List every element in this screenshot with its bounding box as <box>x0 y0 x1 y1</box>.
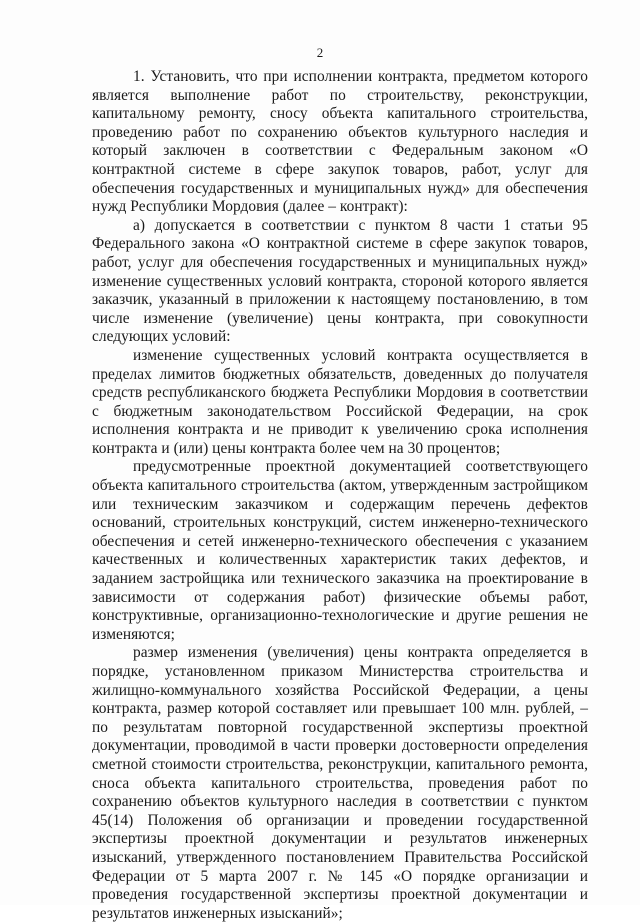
document-body <box>92 68 588 923</box>
paragraph-condition-limits: изменение существенных условий контракта осуществляется в пределах лимитов бюджетных обязательств, доведенных до получателя средств республиканского бюджета Республики Мордовия в соответствии с бюджетным законодательством Российской Федерации, на срок исполнения контракта и не приводит к увеличению срока исполнения контракта и (или) цены контракта более чем на 30 процентов; <box>92 346 588 457</box>
paragraph-subclause-a: а) допускается в соответствии с пунктом 8 части 1 статьи 95 Федерального закона «О контрактной системе в сфере закупок товаров, работ, услуг для обеспечения государственных и муниципальных нужд» изменение существенных условий контракта, стороной которого является заказчик, указанный в приложении к настоящему постановлению, в том числе изменение (увеличение) цены контракта, при совокупности следующих условий: <box>92 216 588 346</box>
page-number: 2 <box>316 45 324 60</box>
paragraph-clause-1: 1. Установить, что при исполнении контракта, предметом которого является выполнение работ по строительству, реконструкции, капитальному ремонту, сносу объекта капитального строительства, проведению работ по сохранению объектов культурного наследия и который заключен в соответствии с Федеральным законом «О контрактной системе в сфере закупок товаров, работ, услуг для обеспечения государственных и муниципальных нужд» для обеспечения нужд Республики Мордовия (далее – контракт): <box>92 68 588 216</box>
paragraph-condition-design: предусмотренные проектной документацией соответствующего объекта капитального строительства (актом, утвержденным застройщиком или техническим заказчиком и содержащим перечень дефектов оснований, строительных конструкций, систем инженерно-технического обеспечения и сетей инженерно-технического обеспечения с указанием качественных и количественных характеристик таких дефектов, и заданием застройщика или технического заказчика на проектирование в зависимости от содержания работ) физические объемы работ, конструктивные, организационно-технологические и другие решения не изменяются; <box>92 458 588 643</box>
paragraph-condition-price: размер изменения (увеличения) цены контракта определяется в порядке, установленном приказом Министерства строительства и жилищно-коммунального хозяйства Российской Федерации, а цены контракта, размер которой составляет или превышает 100 млн. рублей, – по результатам повторной государственной экспертизы проектной документации, проводимой в части проверки достоверности определения сметной стоимости строительства, реконструкции, капитального ремонта, сноса объекта капитального строительства, проведения работ по сохранению объектов культурного наследия в соответствии с пунктом 45(14) Положения об организации и проведении государственной экспертизы проектной документации и результатов инженерных изысканий, утвержденного постановлением Правительства Российской Федерации от 5 марта 2007 г. № 145 «О порядке организации и проведения государственной экспертизы проектной документации и результатов инженерных изысканий»; <box>92 644 588 922</box>
